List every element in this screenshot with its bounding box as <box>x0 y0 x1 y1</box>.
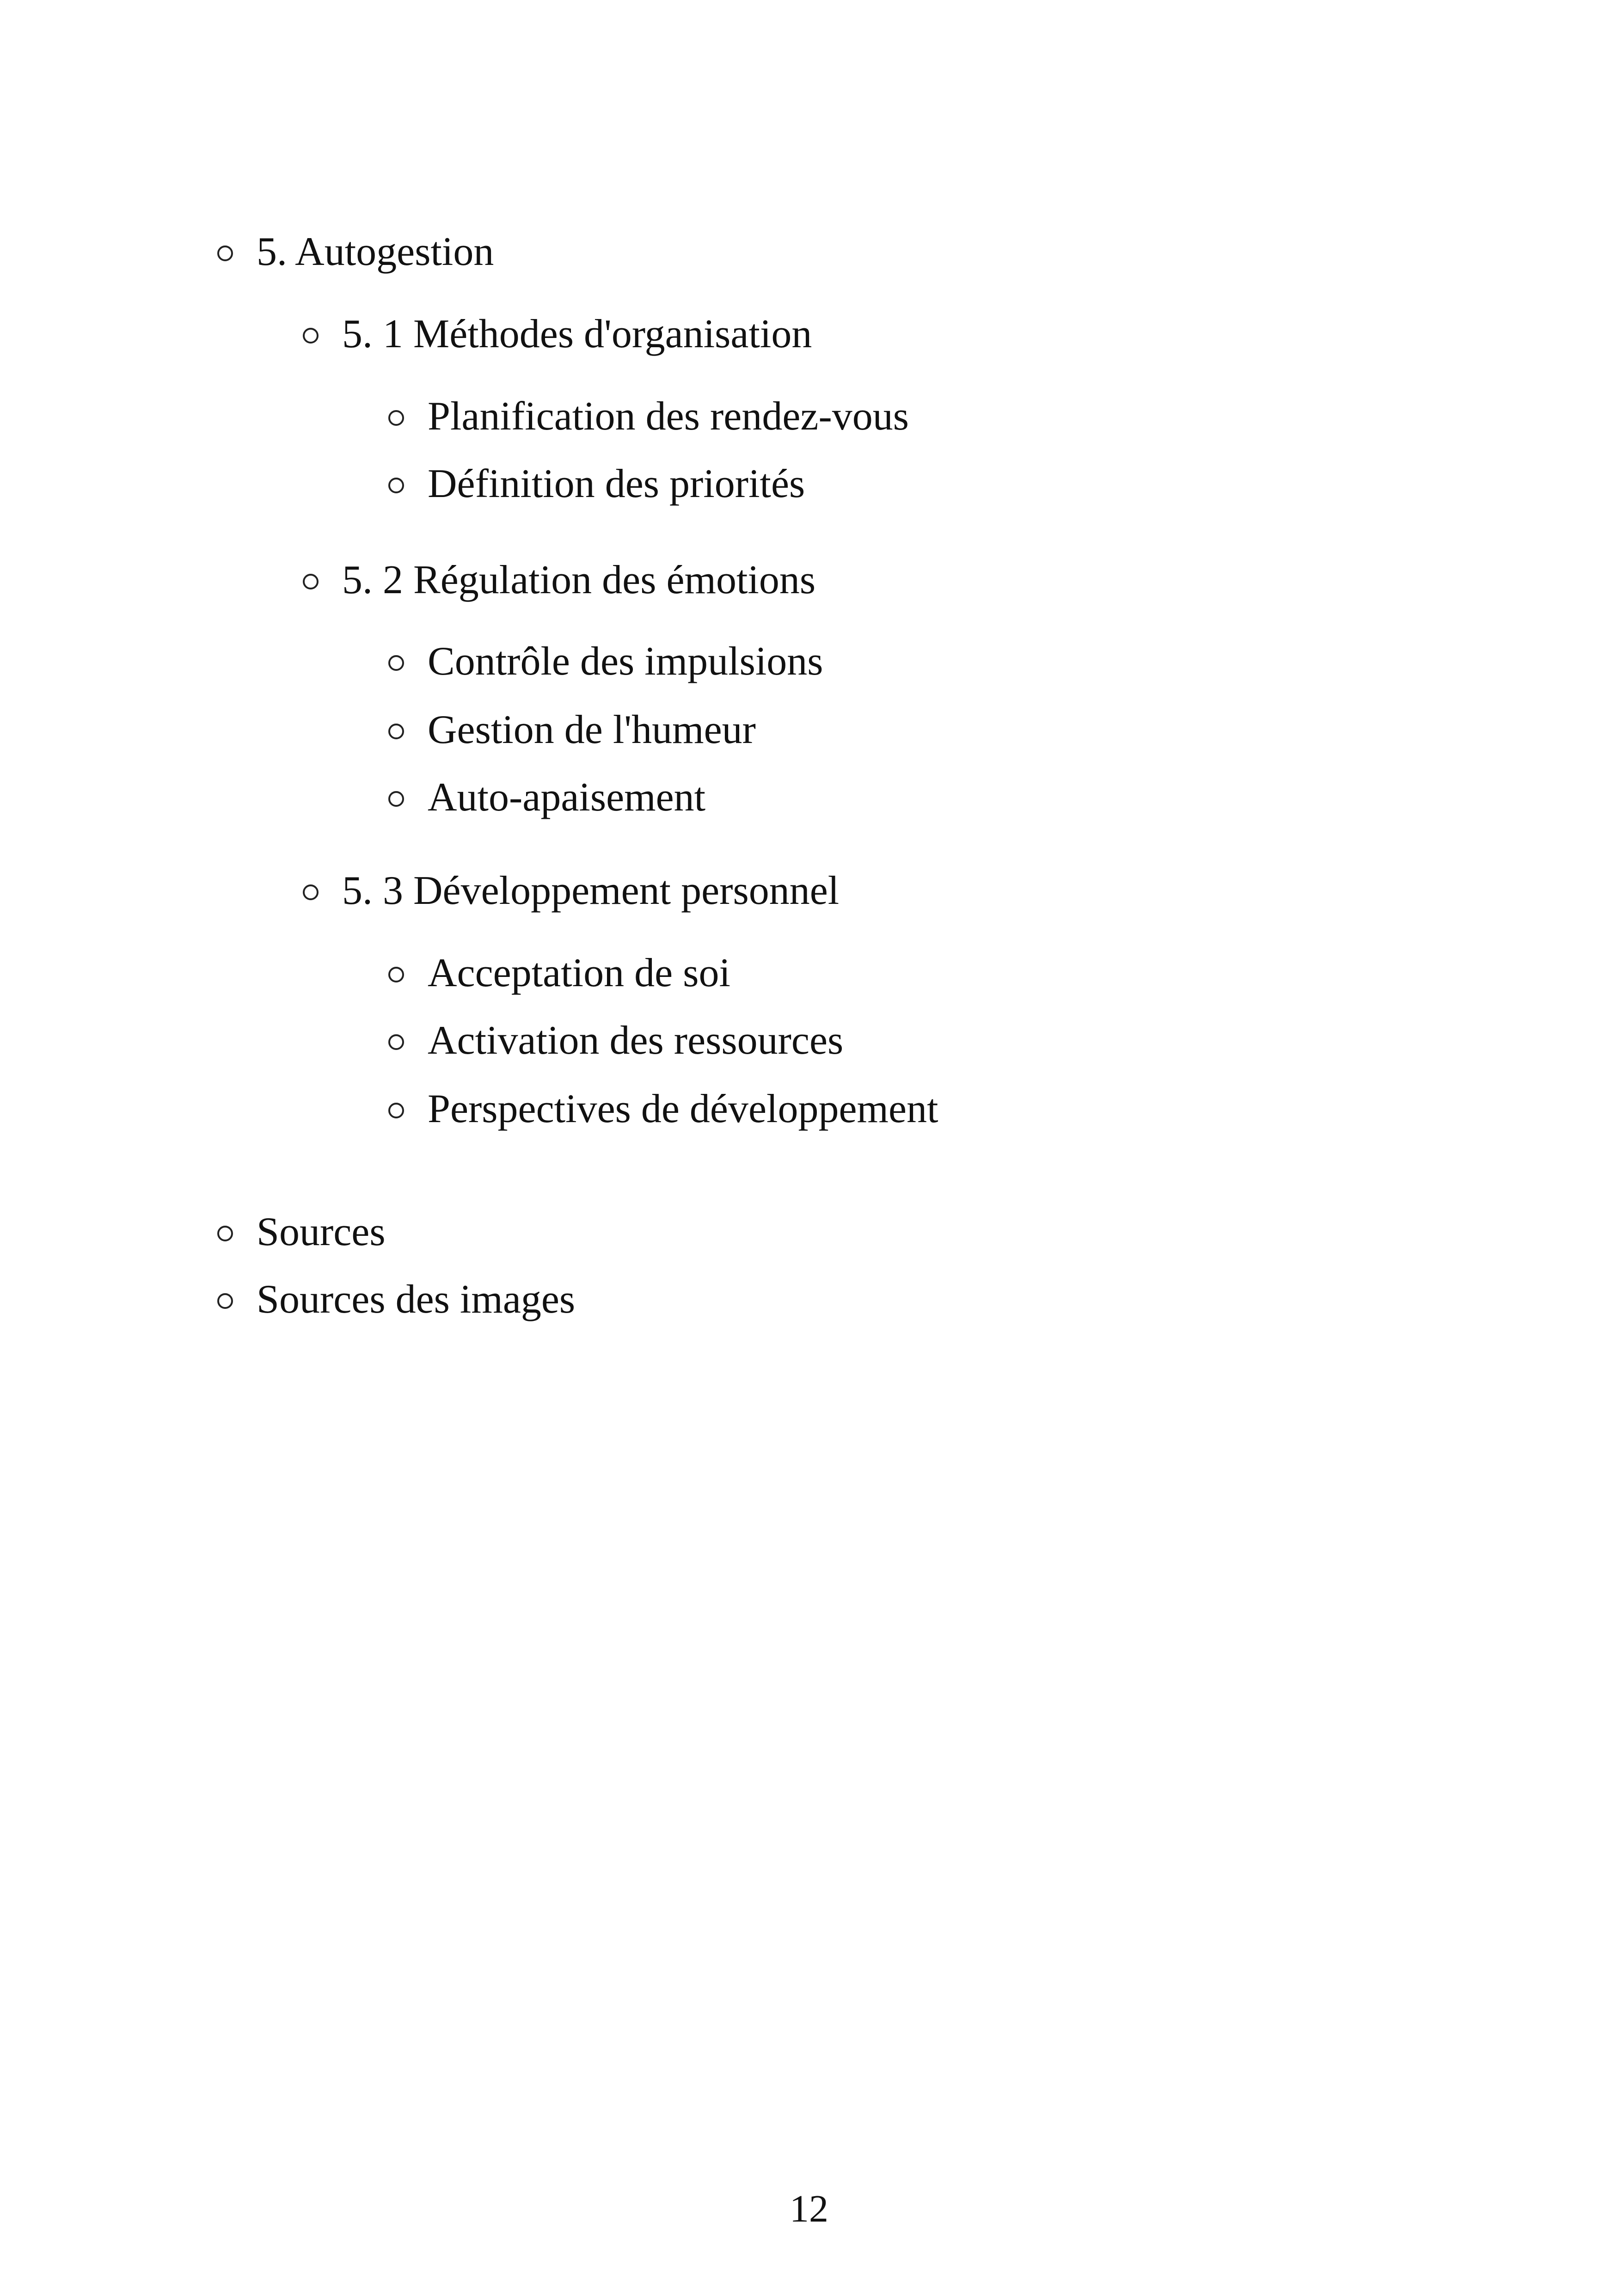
list-item <box>303 555 1042 606</box>
list-item-label: 5. 2 Régulation des émotions <box>342 558 816 602</box>
list-item <box>303 866 1042 916</box>
hollow-circle-bullet-icon <box>388 791 404 807</box>
list-item <box>388 391 1128 442</box>
list-item <box>388 948 1128 999</box>
list-item <box>388 1015 1128 1066</box>
list-item-label: Sources des images <box>257 1277 576 1322</box>
hollow-circle-bullet-icon <box>388 967 404 982</box>
hollow-circle-bullet-icon <box>388 410 404 426</box>
list-item <box>217 227 864 277</box>
list-item-label: Activation des ressources <box>428 1018 844 1063</box>
hollow-circle-bullet-icon <box>388 478 404 493</box>
hollow-circle-bullet-icon <box>217 1293 233 1309</box>
list-item-label: Planification des rendez-vous <box>428 394 909 439</box>
list-item <box>388 636 1128 687</box>
list-item <box>217 1207 864 1258</box>
list-item-label: Acceptation de soi <box>428 951 730 995</box>
list-item <box>388 772 1128 823</box>
list-item-label: Contrôle des impulsions <box>428 639 823 684</box>
list-item-label: Sources <box>257 1209 386 1254</box>
list-item <box>388 459 1128 510</box>
list-item-label: Gestion de l'humeur <box>428 707 756 752</box>
page-number: 12 <box>790 2187 828 2230</box>
list-item <box>217 1274 864 1325</box>
list-item <box>388 705 1128 755</box>
hollow-circle-bullet-icon <box>388 724 404 739</box>
hollow-circle-bullet-icon <box>217 1226 233 1241</box>
list-item-label: 5. Autogestion <box>257 229 494 274</box>
list-item-label: Définition des priorités <box>428 461 805 506</box>
hollow-circle-bullet-icon <box>388 1103 404 1118</box>
hollow-circle-bullet-icon <box>217 246 233 261</box>
list-item-label: 5. 1 Méthodes d'organisation <box>342 312 812 356</box>
hollow-circle-bullet-icon <box>303 884 319 900</box>
list-item <box>388 1084 1128 1135</box>
hollow-circle-bullet-icon <box>303 574 319 589</box>
list-item-label: Perspectives de développement <box>428 1087 938 1131</box>
hollow-circle-bullet-icon <box>388 1034 404 1050</box>
hollow-circle-bullet-icon <box>388 655 404 671</box>
list-item <box>303 309 1042 360</box>
list-item-label: 5. 3 Développement personnel <box>342 868 840 913</box>
list-item-label: Auto-apaisement <box>428 775 706 820</box>
hollow-circle-bullet-icon <box>303 328 319 344</box>
